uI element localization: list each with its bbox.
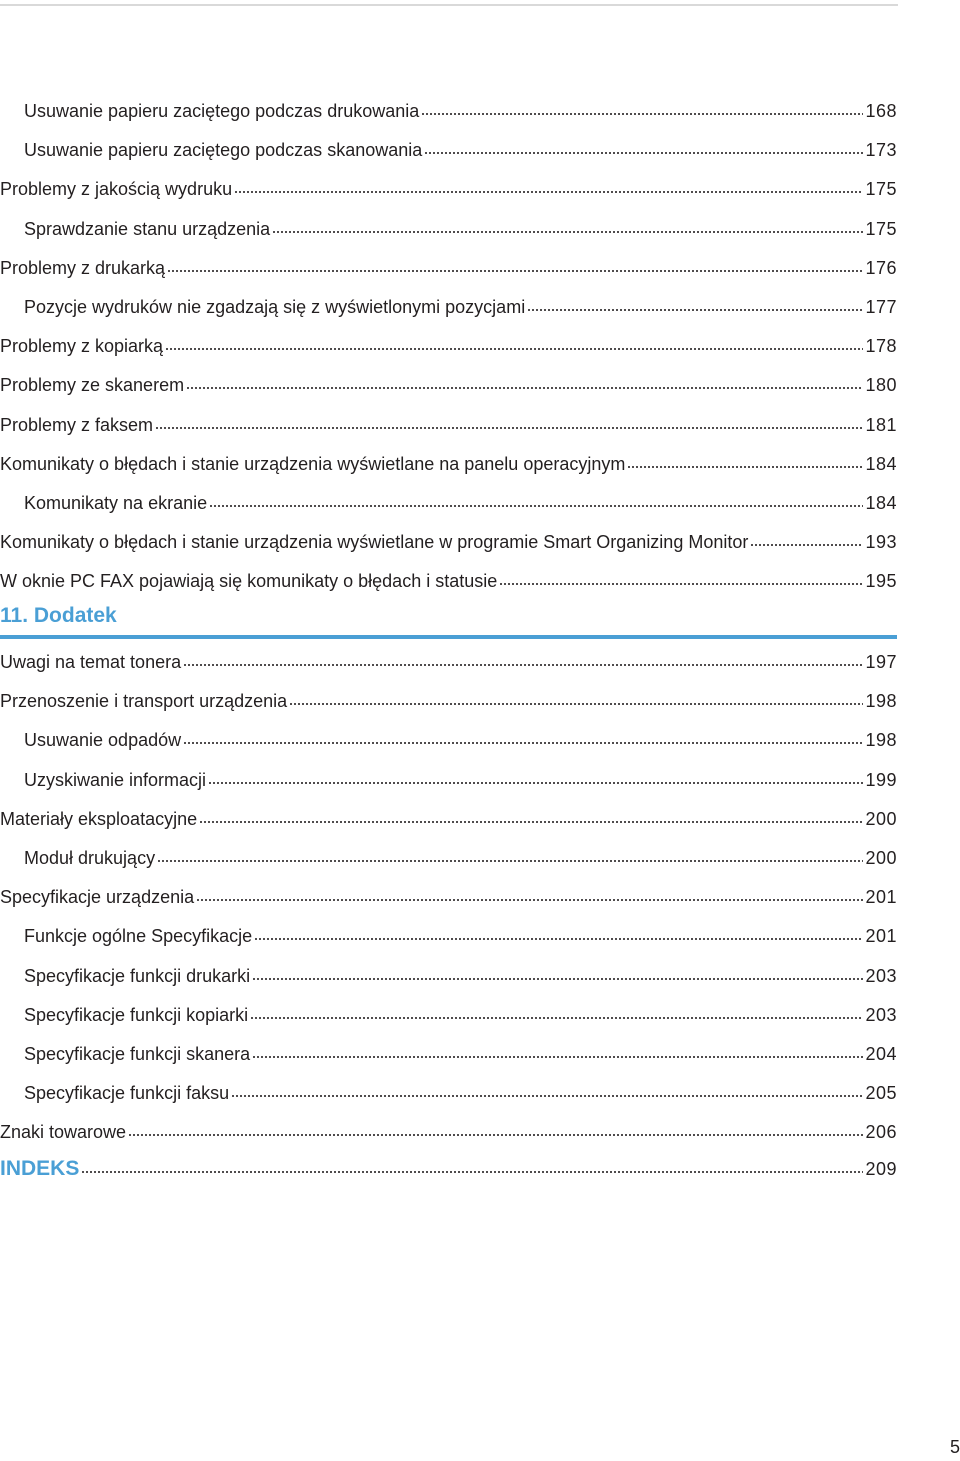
toc-entry-leader <box>155 409 863 431</box>
page-number: 5 <box>949 1437 960 1457</box>
toc-entry-page: 180 <box>865 375 897 396</box>
toc-entry-title: Problemy z faksem <box>0 414 154 435</box>
toc-entry-leader <box>254 920 863 942</box>
toc-entry-leader <box>252 1038 863 1060</box>
toc-entry-page: 205 <box>865 1083 897 1104</box>
toc-entry[interactable] <box>0 803 897 833</box>
toc-entry-page: 201 <box>865 926 897 947</box>
toc-entry-title: Usuwanie papieru zaciętego podczas drukowania <box>24 101 420 121</box>
toc-entry-leader <box>128 1116 863 1138</box>
toc-entry[interactable] <box>0 1077 897 1107</box>
toc-entry[interactable] <box>0 291 897 321</box>
toc-entry[interactable] <box>0 646 897 676</box>
toc-entry[interactable] <box>0 881 897 911</box>
toc-entry-page: 176 <box>865 257 897 278</box>
toc-entry-leader <box>627 448 863 470</box>
toc-entry-leader <box>208 764 863 786</box>
toc-entry-title: Problemy z jakością wydruku <box>0 179 233 200</box>
toc-entry[interactable] <box>0 213 897 243</box>
toc-entry[interactable] <box>0 685 897 715</box>
toc-entry-leader <box>209 487 863 509</box>
toc-entry-leader <box>252 960 863 982</box>
toc-entry-leader <box>167 252 863 274</box>
toc-entry-leader <box>183 646 863 668</box>
toc-entry-title: Materiały eksploatacyjne <box>0 808 198 829</box>
chapter-title[interactable]: 11. Dodatek <box>0 604 117 627</box>
toc-entry-page: 195 <box>865 571 897 592</box>
toc-entry-title: Usuwanie papieru zaciętego podczas skanowania <box>24 140 423 161</box>
toc-entry-title: Uwagi na temat tonera <box>0 652 182 672</box>
toc-entry-leader <box>234 173 863 195</box>
toc-entry-page: 204 <box>865 1044 897 1064</box>
toc-entry-title: W oknie PC FAX pojawiają się komunikaty o błędach i statusie <box>0 571 498 592</box>
toc-entry-title: Specyfikacje urządzenia <box>0 887 195 908</box>
toc-entry-title: Moduł drukujący <box>24 848 156 868</box>
toc-entry-leader <box>165 330 863 352</box>
toc-entry-leader <box>81 1153 863 1175</box>
toc-entry[interactable] <box>0 330 897 360</box>
toc-entry-title: Problemy z drukarką <box>0 257 166 278</box>
toc-entry-page: 209 <box>865 1159 897 1179</box>
toc-entry-page: 168 <box>865 101 897 121</box>
toc-entry-title: Znaki towarowe <box>0 1122 127 1143</box>
toc-entry-title: Funkcje ogólne Specyfikacje <box>24 926 253 947</box>
toc-entry[interactable] <box>0 448 897 478</box>
toc-entry-page: 203 <box>865 965 897 986</box>
toc-entry-title: Problemy z kopiarką <box>0 336 164 357</box>
toc-entry-leader <box>231 1077 863 1099</box>
toc-entry[interactable] <box>0 842 897 872</box>
toc-entry[interactable] <box>0 409 897 439</box>
toc-entry-page: 175 <box>865 179 897 200</box>
toc-entry[interactable] <box>0 724 897 754</box>
toc-entry-page: 197 <box>865 652 897 672</box>
toc-entry-title: Komunikaty o błędach i stanie urządzenia wyświetlane na panelu operacyjnym <box>0 453 626 474</box>
toc-entry-leader <box>499 565 863 587</box>
toc-entry[interactable] <box>0 252 897 282</box>
toc-entry-page: 200 <box>865 808 897 829</box>
toc-entry-title: Usuwanie odpadów <box>24 730 182 751</box>
toc-entry-leader <box>272 213 863 235</box>
toc-entry-title: Pozycje wydruków nie zgadzają się z wyświetlonymi pozycjami <box>24 297 526 317</box>
toc-entry-page: 178 <box>865 336 897 357</box>
toc-entry-title: Przenoszenie i transport urządzenia <box>0 691 288 712</box>
toc-entry-leader <box>421 95 863 117</box>
toc-entry[interactable] <box>0 173 897 203</box>
toc-entry[interactable] <box>0 1116 897 1146</box>
toc-entry-title: Specyfikacje funkcji drukarki <box>24 965 251 986</box>
toc-entry-page: 203 <box>865 1004 897 1025</box>
toc-entry[interactable] <box>0 134 897 164</box>
toc-entry-page: 184 <box>865 493 897 513</box>
toc-entry-title: INDEKS <box>0 1157 80 1180</box>
toc-entry-leader <box>183 724 863 746</box>
toc-entry-title: Komunikaty na ekranie <box>24 493 208 513</box>
toc-entry-title: Sprawdzanie stanu urządzenia <box>24 218 271 239</box>
toc-entry-page: 175 <box>865 218 897 239</box>
toc-entry[interactable] <box>0 565 897 595</box>
toc-entry[interactable] <box>0 1038 897 1068</box>
toc-entry-leader <box>199 803 863 825</box>
toc-entry[interactable] <box>0 999 897 1029</box>
toc-entry[interactable] <box>0 487 897 517</box>
toc-entry-page: 181 <box>865 414 897 435</box>
toc-entry-page: 184 <box>865 453 897 474</box>
toc-entry-leader <box>186 369 863 391</box>
toc-entry[interactable] <box>0 764 897 794</box>
toc-entry[interactable] <box>0 960 897 990</box>
toc-entry-index[interactable] <box>0 1153 897 1183</box>
toc-entry-page: 199 <box>865 769 897 790</box>
toc-entry-leader <box>424 134 863 156</box>
toc-entry[interactable] <box>0 369 897 399</box>
toc-entry-leader <box>750 526 863 548</box>
toc-entry[interactable] <box>0 95 897 125</box>
toc-entry[interactable] <box>0 526 897 556</box>
toc-entry-title: Komunikaty o błędach i stanie urządzenia wyświetlane w programie Smart Organizing Monitor <box>0 532 749 553</box>
toc-entry[interactable] <box>0 920 897 950</box>
toc-entry-page: 177 <box>865 297 897 317</box>
toc-entry-page: 206 <box>865 1122 897 1143</box>
chapter-heading <box>0 601 897 639</box>
toc-entry-leader <box>196 881 863 903</box>
toc-entry-page: 200 <box>865 848 897 868</box>
toc-entry-title: Specyfikacje funkcji faksu <box>24 1083 230 1104</box>
toc-entry-leader <box>289 685 863 707</box>
toc-entry-title: Specyfikacje funkcji skanera <box>24 1044 251 1064</box>
toc-entry-page: 201 <box>865 887 897 908</box>
toc-entry-leader <box>527 291 863 313</box>
toc-entry-page: 193 <box>865 532 897 553</box>
toc-entry-page: 198 <box>865 730 897 751</box>
toc-entry-leader <box>250 999 863 1021</box>
toc-entry-page: 198 <box>865 691 897 712</box>
toc-entry-title: Specyfikacje funkcji kopiarki <box>24 1004 249 1025</box>
toc-entry-page: 173 <box>865 140 897 161</box>
toc-entry-title: Uzyskiwanie informacji <box>24 769 207 790</box>
toc-entry-title: Problemy ze skanerem <box>0 375 185 396</box>
toc-entry-leader <box>157 842 863 864</box>
